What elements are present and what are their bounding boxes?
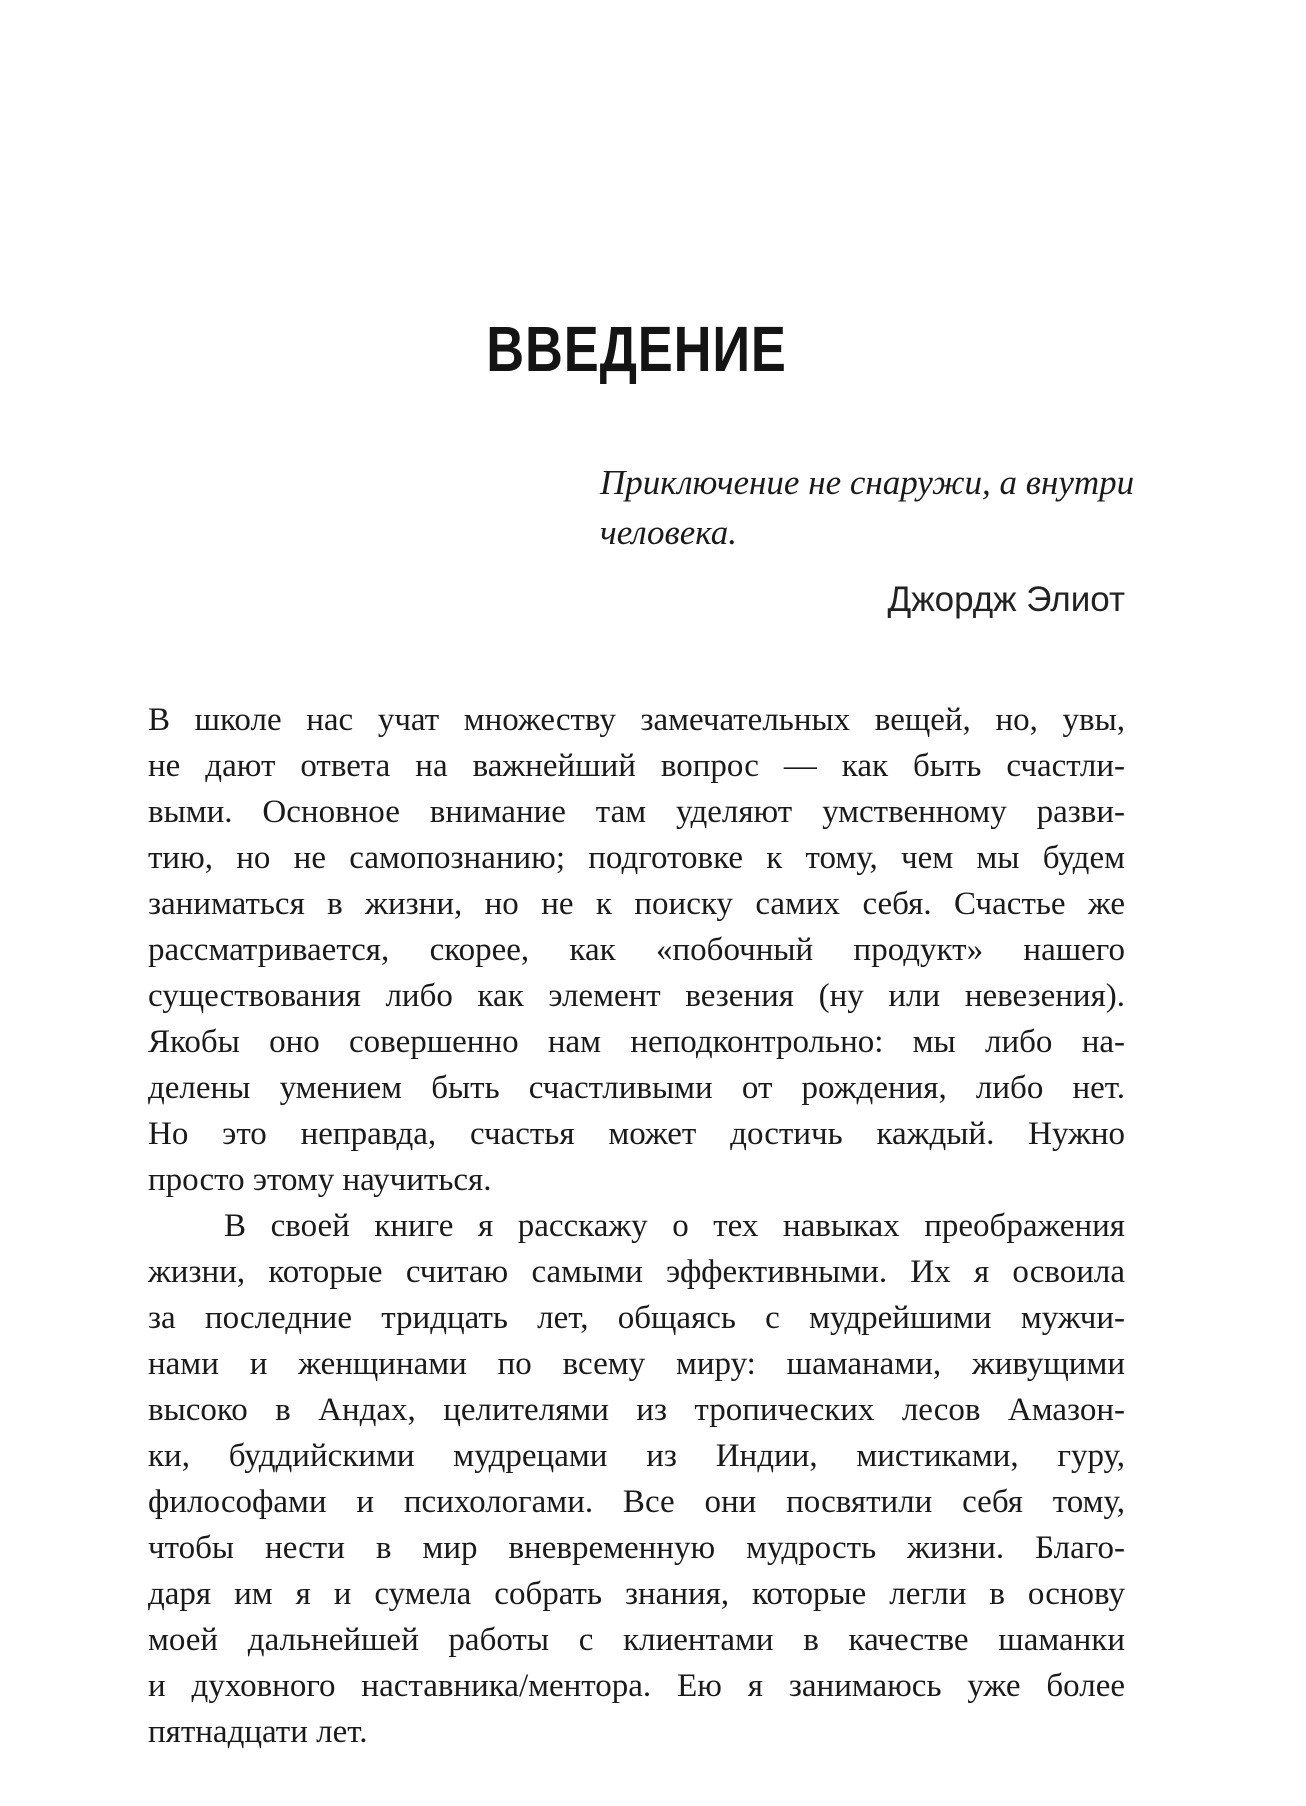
body-line: заниматься в жизни, но не к поиску самих себя. Счастье же (148, 885, 1125, 922)
body-line: высоко в Андах, целителями из тропических лесов Амазон- (148, 1391, 1125, 1428)
epigraph-line: человека. (600, 512, 738, 552)
body-line: существования либо как элемент везения (ну или невезения). (148, 977, 1125, 1014)
body-line: делены умением быть счастливыми от рождения, либо нет. (148, 1069, 1125, 1106)
body-line: тию, но не самопознанию; подготовке к тому, чем мы будем (148, 839, 1125, 876)
body-line: ки, буддийскими мудрецами из Индии, мистиками, гуру, (148, 1437, 1125, 1474)
paragraph-2 (148, 1203, 1125, 1755)
body-line: даря им я и сумела собрать знания, которые легли в основу (148, 1575, 1125, 1612)
body-line: выми. Основное внимание там уделяют умственному разви- (148, 793, 1125, 830)
body-line: В своей книге я расскажу о тех навыках преображения (224, 1207, 1125, 1244)
body-line: и духовного наставника/ментора. Ею я занимаюсь уже более (148, 1667, 1125, 1704)
body-line: В школе нас учат множеству замечательных вещей, но, увы, (148, 701, 1125, 738)
body-line: чтобы нести в мир вневременную мудрость жизни. Благо- (148, 1529, 1125, 1566)
body-line: за последние тридцать лет, общаясь с мудрейшими мужчи- (148, 1299, 1125, 1336)
body-line: моей дальнейшей работы с клиентами в качестве шаманки (148, 1621, 1125, 1658)
paragraph-1 (148, 697, 1125, 1203)
body-line: Но это неправда, счастья может достичь каждый. Нужно (148, 1115, 1125, 1152)
body-text (148, 697, 1125, 1755)
body-line: нами и женщинами по всему миру: шаманами, живущими (148, 1345, 1125, 1382)
body-line: не дают ответа на важнейший вопрос — как быть счастли- (148, 747, 1125, 784)
body-line: просто этому научиться. (148, 1161, 492, 1198)
epigraph-line: Приключение не снаружи, а внутри (600, 462, 1135, 502)
body-line: рассматривается, скорее, как «побочный продукт» нашего (148, 931, 1125, 968)
body-line: пятнадцати лет. (148, 1713, 368, 1750)
body-line: жизни, которые считаю самыми эффективными. Их я освоила (148, 1253, 1125, 1290)
body-line: Якобы оно совершенно нам неподконтрольно: мы либо на- (148, 1023, 1125, 1060)
epigraph-attribution: Джордж Элиот (887, 579, 1125, 619)
body-line: философами и психологами. Все они посвятили себя тому, (148, 1483, 1125, 1520)
epigraph (600, 458, 1135, 558)
chapter-title: ВВЕДЕНИЕ (486, 312, 787, 385)
